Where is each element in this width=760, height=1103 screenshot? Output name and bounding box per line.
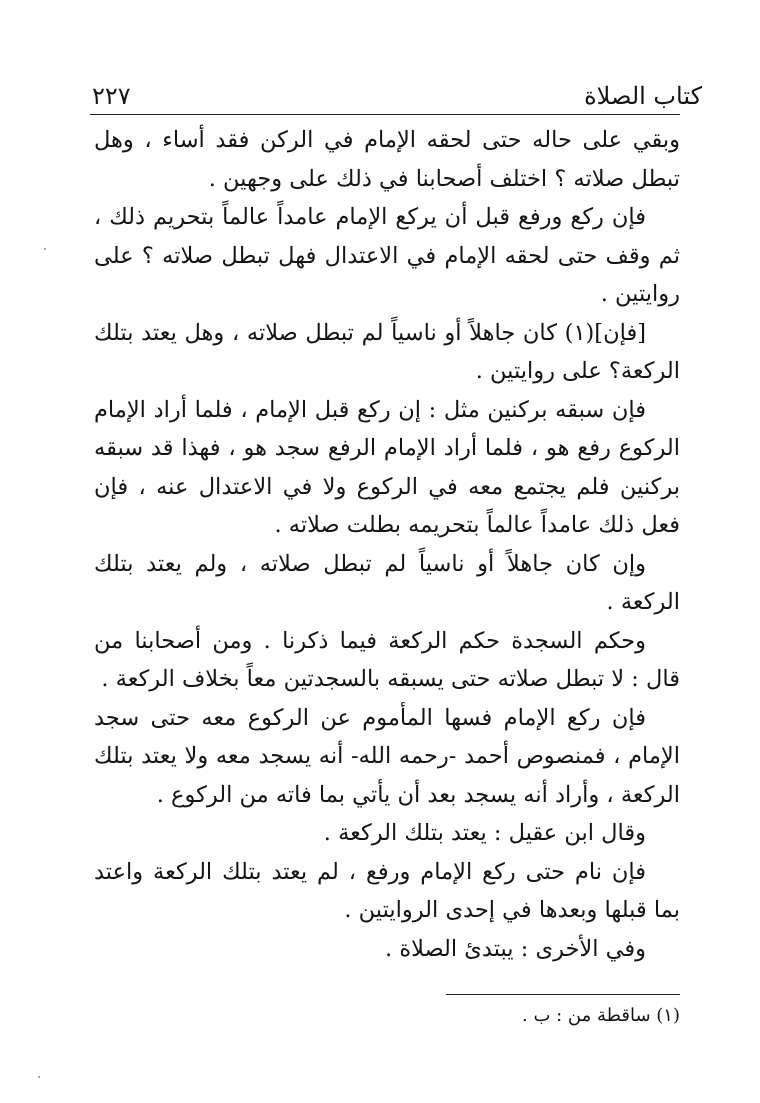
paragraph-1: وبقي على حاله حتى لحقه الإمام في الركن فقد أساء ، وهل تبطل صلاته ؟ اختلف أصحابنا في ذلك على وجهين . bbox=[94, 127, 680, 192]
running-head: كتاب الصلاة bbox=[584, 82, 702, 110]
paragraph-5: وإن كان جاهلاً أو ناسياً لم تبطل صلاته ، ولم يعتد بتلك الركعة . bbox=[94, 550, 680, 615]
paragraph-9: فإن نام حتى ركع الإمام ورفع ، لم يعتد بتلك الركعة واعتد بما قبلها وبعدها في إحدى الروايتين . bbox=[94, 858, 680, 923]
scan-speck bbox=[38, 1076, 40, 1078]
scan-speck bbox=[44, 248, 46, 250]
page-number: ٢٢٧ bbox=[92, 82, 131, 110]
paragraph-7: فإن ركع الإمام فسها المأموم عن الركوع معه حتى سجد الإمام ، فمنصوص أحمد -رحمه الله- أنه يسجد معه ولا يعتد بتلك الركعة ، وأراد أنه يسجد بعد أن يأتي بما فاته من الركوع . bbox=[94, 704, 680, 808]
paragraph-6: وحكم السجدة حكم الركعة فيما ذكرنا . ومن أصحابنا من قال : لا تبطل صلاته حتى يسبقه بالسجدتين معاً بخلاف الركعة . bbox=[94, 627, 680, 692]
header-rule bbox=[90, 114, 680, 115]
footnote-rule bbox=[446, 994, 680, 995]
footnote: (١) ساقطة من : ب . bbox=[522, 1005, 680, 1026]
main-text bbox=[94, 121, 680, 968]
paragraph-4: فإن سبقه بركنين مثل : إن ركع قبل الإمام ، فلما أراد الإمام الركوع رفع هو ، فلما أراد الإمام الرفع سجد هو ، فهذا قد سبقه بركنين فلم يجتمع معه في الركوع ولا في الاعتدال عنه ، فإن فعل ذلك عامداً عالماً بتحريمه بطلت صلاته . bbox=[94, 396, 680, 538]
paragraph-2: فإن ركع ورفع قبل أن يركع الإمام عامداً عالماً بتحريم ذلك ، ثم وقف حتى لحقه الإمام في الاعتدال فهل تبطل صلاته ؟ على روايتين . bbox=[94, 204, 680, 307]
paragraph-10: وفي الأخرى : يبتدئ الصلاة . bbox=[385, 935, 646, 962]
paragraph-8: وقال ابن عقيل : يعتد بتلك الركعة . bbox=[323, 820, 646, 846]
paragraph-3: [فإن](١) كان جاهلاً أو ناسياً لم تبطل صلاته ، وهل يعتد بتلك الركعة؟ على روايتين . bbox=[94, 319, 680, 384]
